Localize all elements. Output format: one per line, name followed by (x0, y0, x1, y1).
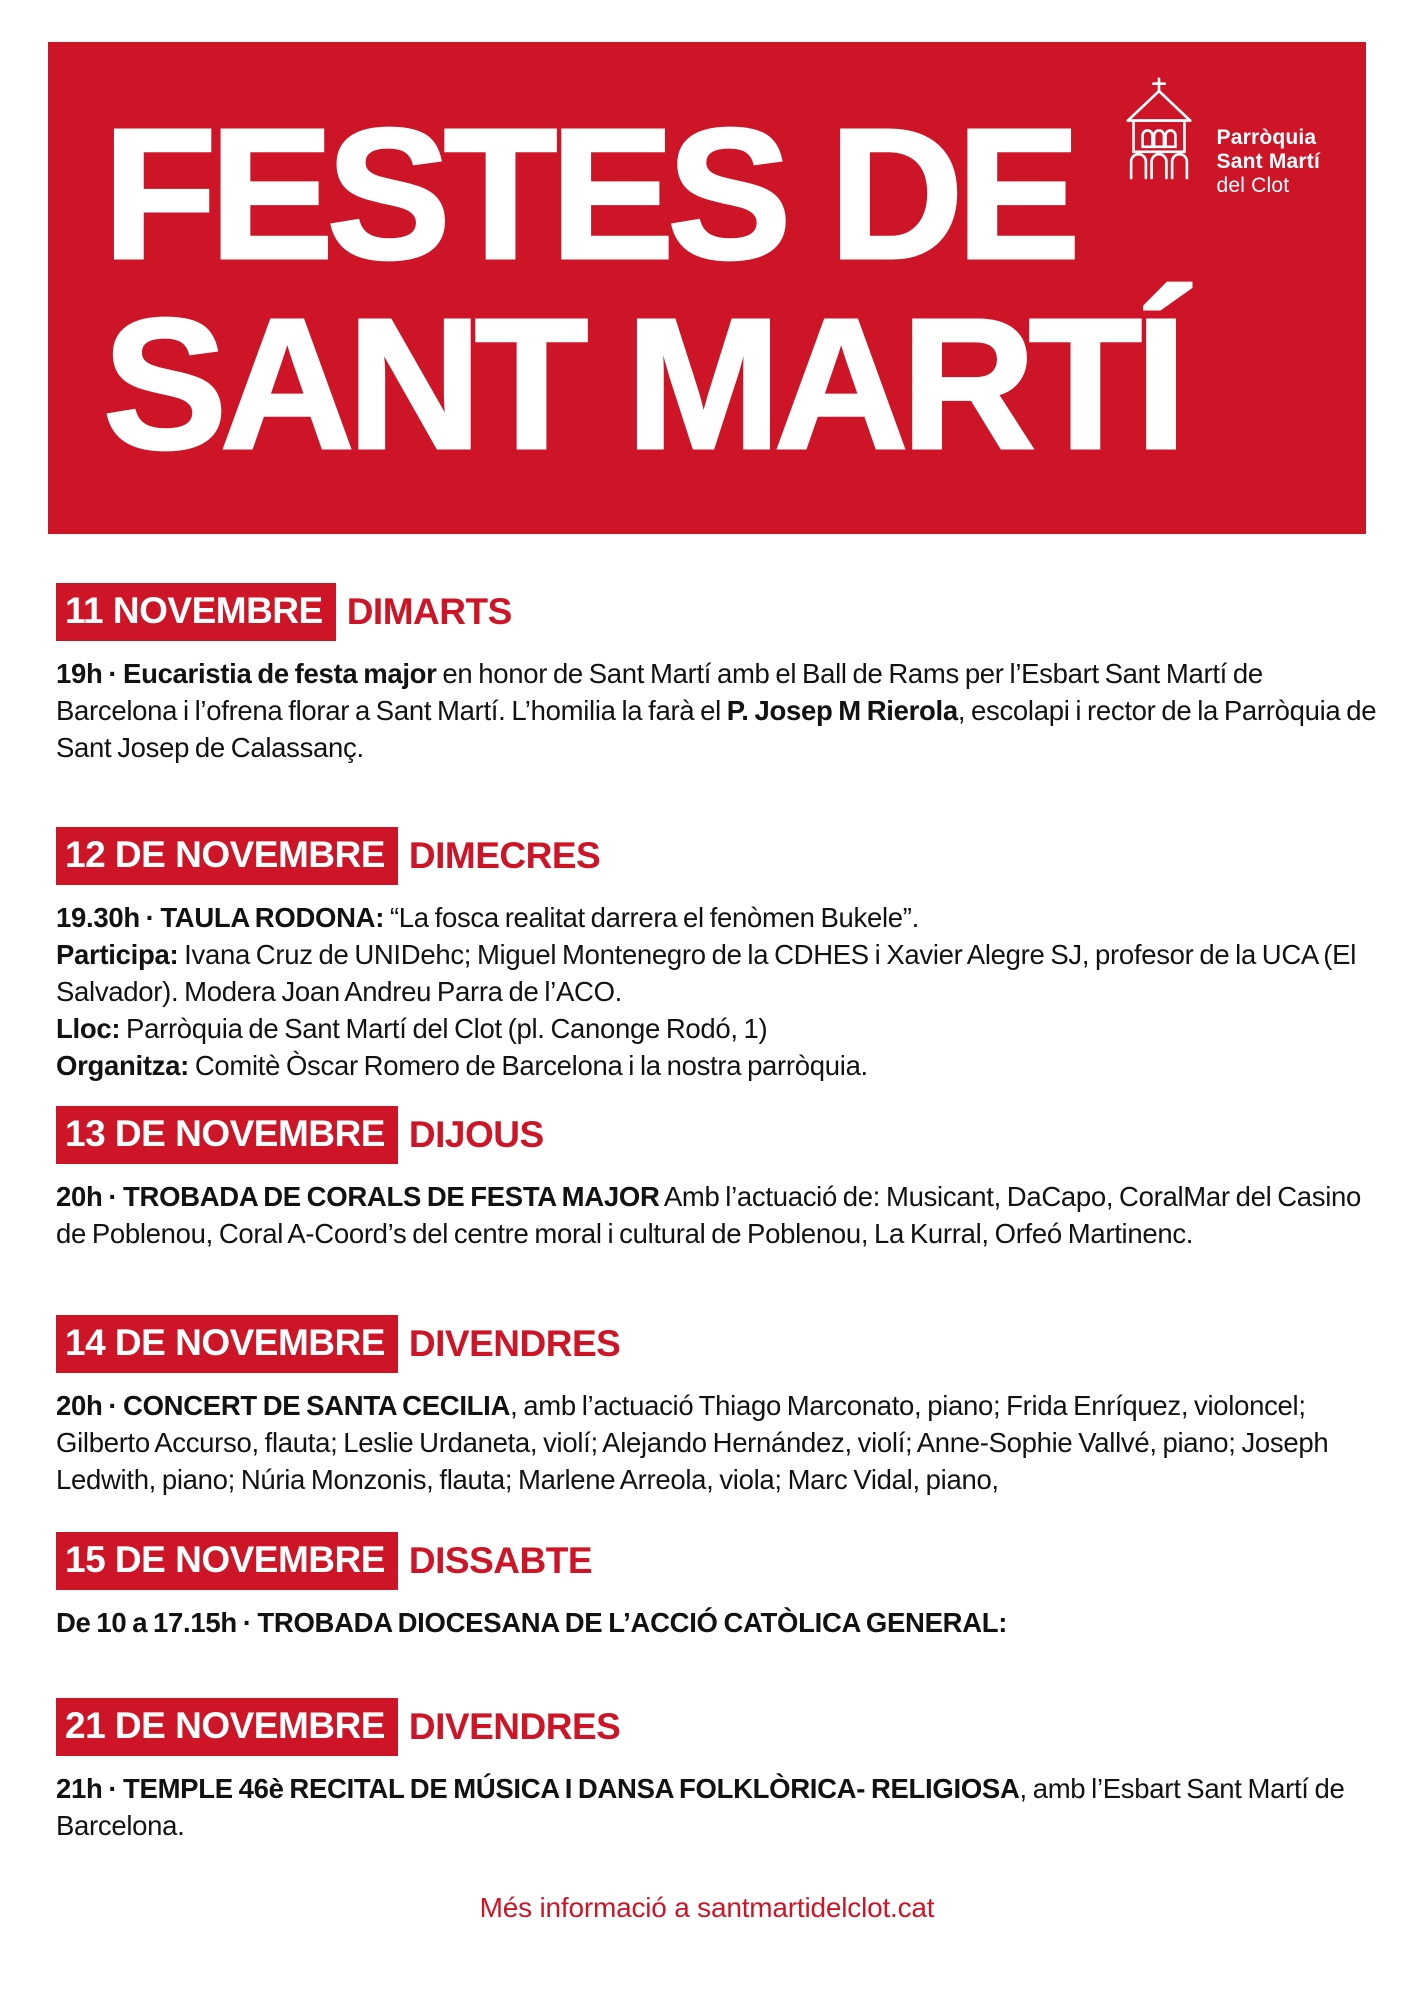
event-heading (56, 1106, 1388, 1164)
logo-line-parroquia: Parròquia (1216, 126, 1317, 149)
footer-more-info: Més informació a santmartidelclot.cat (479, 1892, 935, 1923)
event-text-bold: 20h · TROBADA DE CORALS DE FESTA MAJOR (56, 1181, 660, 1212)
event-text: Comitè Òscar Romero de Barcelona i la nostra parròquia. (188, 1050, 868, 1081)
event-text: “La fosca realitat darrera el fenòmen Bukele”. (384, 902, 919, 933)
weekday-label: DIMECRES (408, 835, 601, 876)
event-text: , amb l’actuació Thiago Marconato, piano; Frida Enríquez, violoncel; Gilberto Accurso, flauta; Leslie Urdaneta, violí; Alejando Hernández, violí; Anne-Sophie Vallvé, piano; Joseph Ledwith, piano; Núria Monzonis, flauta; Marlene Arreola, viola; Marc Vidal, piano, (56, 1390, 1329, 1495)
event-text-bold: Lloc: (56, 1013, 121, 1044)
event-heading (56, 1698, 1388, 1756)
weekday-label: DISSABTE (408, 1540, 592, 1581)
event-heading (56, 1315, 1388, 1373)
event-paragraph (56, 655, 1388, 766)
logo-line-sant-marti: Sant Martí (1216, 150, 1320, 173)
date-badge: 11 NOVEMBRE (56, 583, 336, 641)
date-badge: 13 DE NOVEMBRE (56, 1106, 398, 1164)
event-text-bold: 19.30h · TAULA RODONA: (56, 902, 385, 933)
event-paragraph (56, 1387, 1388, 1498)
event-text-bold: 20h · CONCERT DE SANTA CECILIA (56, 1390, 511, 1421)
event-text-bold: 21h · TEMPLE 46è RECITAL DE MÚSICA I DANSA FOLKLÒRICA- RELIGIOSA (56, 1773, 1020, 1804)
event-text: , amb l’Esbart Sant Martí de Barcelona. (56, 1773, 1345, 1841)
event-section (56, 1106, 1388, 1252)
event-text: Ivana Cruz de UNIDehc; Miguel Montenegro de la CDHES i Xavier Alegre SJ, profesor de la UCA (El Salvador). Modera Joan Andreu Parra de l’ACO. (56, 939, 1357, 1007)
event-heading (56, 1532, 1388, 1590)
event-body (56, 655, 1388, 766)
event-section (56, 583, 1388, 766)
weekday-label: DIVENDRES (408, 1706, 621, 1747)
event-text-bold: 19h · Eucaristia de festa major (56, 658, 437, 689)
event-body (56, 1178, 1388, 1252)
weekday-label: DIVENDRES (408, 1323, 621, 1364)
poster-title (103, 91, 1180, 488)
event-text-bold: De 10 a 17.15h · TROBADA DIOCESANA DE L’ACCIÓ CATÒLICA GENERAL: (56, 1607, 1008, 1638)
event-text-bold: Participa: (56, 939, 179, 970)
church-icon (1118, 76, 1200, 180)
event-paragraph (56, 1604, 1388, 1641)
event-paragraph (56, 1047, 1388, 1084)
date-badge: 15 DE NOVEMBRE (56, 1532, 398, 1590)
date-badge: 14 DE NOVEMBRE (56, 1315, 398, 1373)
event-section (56, 1698, 1388, 1844)
event-section (56, 827, 1388, 1084)
event-heading (56, 583, 1388, 641)
event-body (56, 1770, 1388, 1844)
weekday-label: DIJOUS (408, 1114, 544, 1155)
weekday-label: DIMARTS (346, 591, 512, 632)
event-text: Parròquia de Sant Martí del Clot (pl. Canonge Rodó, 1) (120, 1013, 768, 1044)
event-heading (56, 827, 1388, 885)
header-banner (48, 42, 1366, 534)
date-badge: 12 DE NOVEMBRE (56, 827, 398, 885)
event-text-bold: P. Josep M Rierola (726, 695, 958, 726)
event-body (56, 899, 1388, 1084)
event-paragraph (56, 1010, 1388, 1047)
parish-logo-text (1216, 126, 1320, 198)
event-paragraph (56, 899, 1388, 936)
event-body (56, 1387, 1388, 1498)
event-body (56, 1604, 1388, 1641)
event-section (56, 1532, 1388, 1641)
poster-title-line2: SANT MARTÍ (103, 281, 1180, 488)
event-paragraph (56, 936, 1388, 1010)
event-paragraph (56, 1178, 1388, 1252)
event-text: Amb l’actuació de: Musicant, DaCapo, CoralMar del Casino de Poblenou, Coral A-Coord’s del centre moral i cultural de Poblenou, La Kurral, Orfeó Martinenc. (56, 1181, 1362, 1249)
poster-title-line1: FESTES DE (103, 91, 1074, 298)
parish-logo (1118, 76, 1320, 198)
event-text: en honor de Sant Martí amb el Ball de Rams per l’Esbart Sant Martí de Barcelona i l’ofrena florar a Sant Martí. L’homilia la farà el (56, 658, 1263, 726)
event-text-bold: Organitza: (56, 1050, 189, 1081)
events-list (0, 583, 1414, 1844)
event-paragraph (56, 1770, 1388, 1844)
date-badge: 21 DE NOVEMBRE (56, 1698, 398, 1756)
logo-line-del-clot: del Clot (1216, 174, 1290, 197)
event-section (56, 1315, 1388, 1498)
event-text: , escolapi i rector de la Parròquia de Sant Josep de Calassanç. (56, 695, 1377, 763)
